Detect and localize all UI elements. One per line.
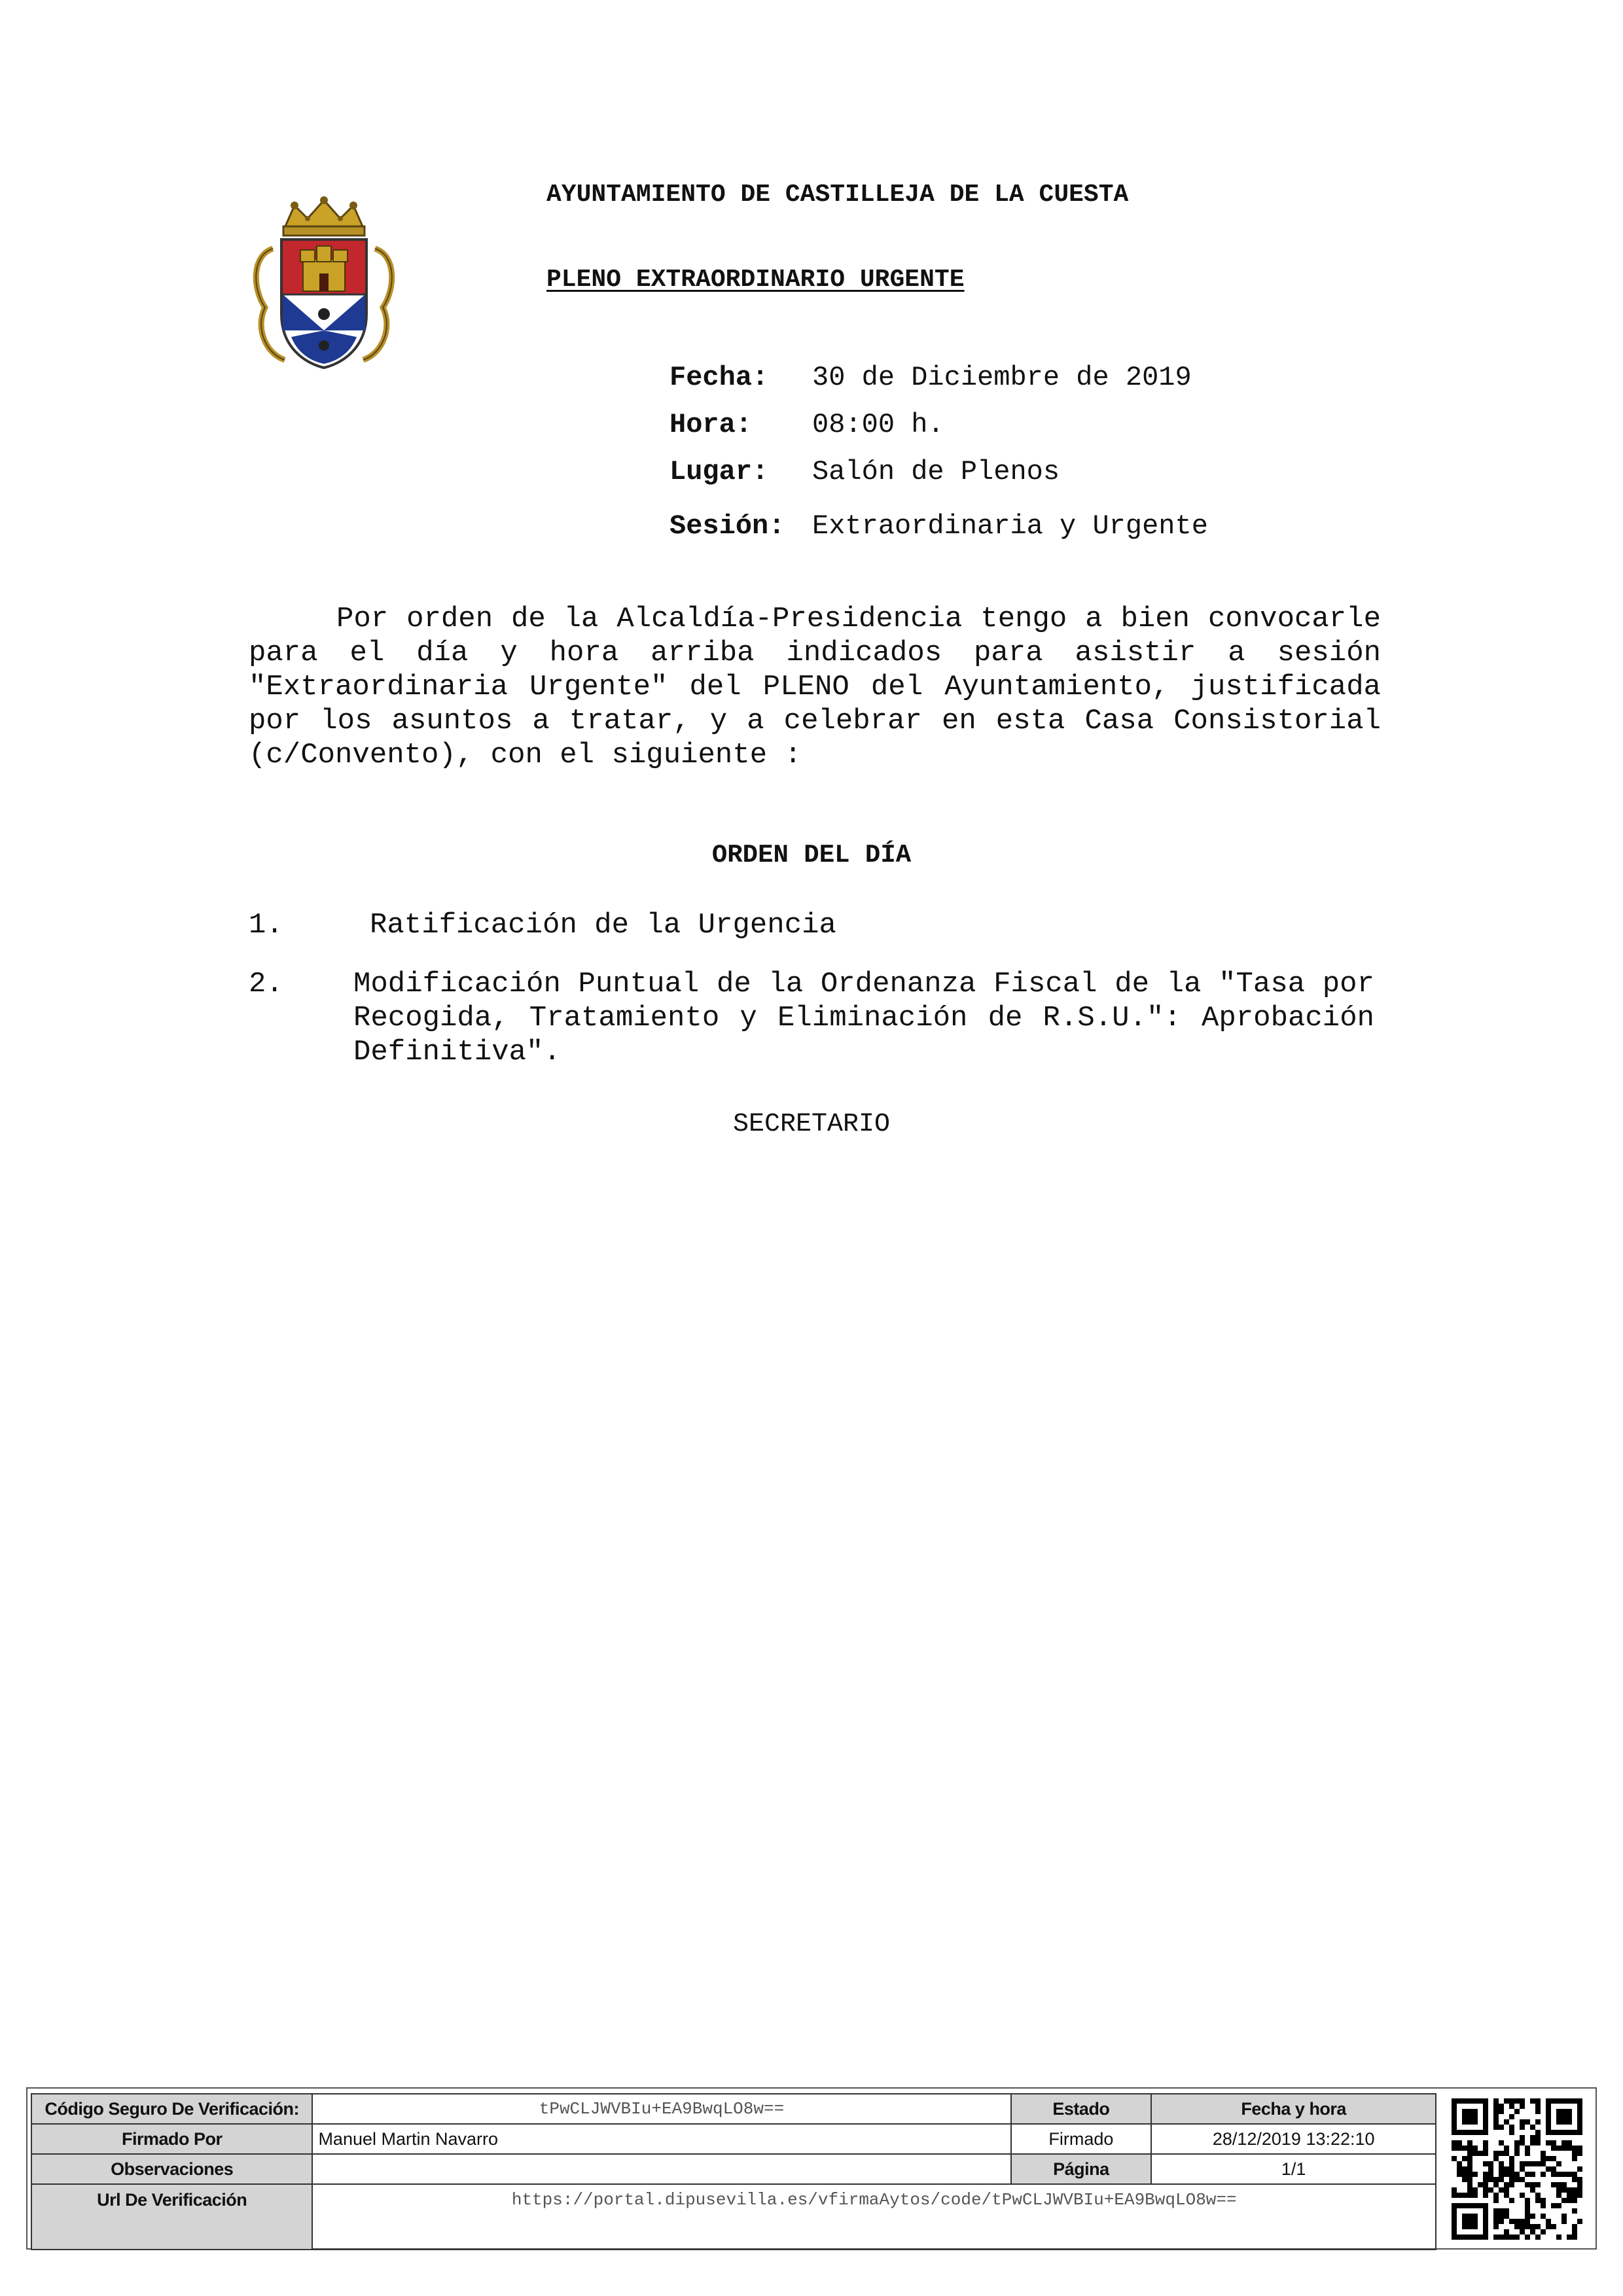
meta-hora-row [669, 409, 944, 440]
estado-value: Firmado [1011, 2124, 1152, 2154]
table-row [31, 2094, 1436, 2124]
table-row [31, 2184, 1436, 2250]
institution-title: AYUNTAMIENTO DE CASTILLEJA DE LA CUESTA [546, 181, 1129, 209]
fecha-hora-value: 28/12/2019 13:22:10 [1151, 2124, 1436, 2154]
pagina-label: Página [1011, 2154, 1152, 2184]
agenda-title: ORDEN DEL DÍA [711, 841, 912, 870]
convocation-paragraph: Por orden de la Alcaldía-Presidencia tengo a bien convocarle para el día y hora arriba indicados para asistir a sesión "Extraordinaria Urgente" del PLENO del Ayuntamiento, justificada por los asuntos a tratar, y a celebrar en esta Casa Consistorial (c/Convento), con el siguiente : [249, 603, 1381, 771]
hora-value: 08:00 h. [812, 409, 944, 440]
municipal-coat-of-arms [245, 196, 402, 373]
agenda-item-number: 2. [249, 968, 283, 1000]
lugar-value: Salón de Plenos [812, 456, 1060, 487]
codigo-value: tPwCLJWVBIu+EA9BwqLO8w== [312, 2094, 1010, 2124]
table-row [31, 2124, 1436, 2154]
firmado-por-label: Firmado Por [31, 2124, 312, 2154]
fecha-hora-label: Fecha y hora [1151, 2094, 1436, 2124]
verification-url-link[interactable]: https://portal.dipusevilla.es/vfirmaAytos/code/tPwCLJWVBIu+EA9BwqLO8w== [312, 2184, 1436, 2250]
agenda-item-text: Ratificación de la Urgencia [370, 909, 836, 942]
agenda-item-text: Modificación Puntual de la Ordenanza Fiscal de la "Tasa por Recogida, Tratamiento y Eliminación de R.S.U.": Aprobación Definitiva". [353, 968, 1374, 1069]
signer-role: SECRETARIO [732, 1110, 891, 1139]
verification-table [31, 2093, 1436, 2250]
estado-label: Estado [1011, 2094, 1152, 2124]
lugar-label: Lugar: [669, 456, 769, 487]
observaciones-label: Observaciones [31, 2154, 312, 2184]
agenda-item-number: 1. [249, 909, 283, 942]
session-type-title: PLENO EXTRAORDINARIO URGENTE [546, 266, 965, 294]
pagina-value: 1/1 [1151, 2154, 1436, 2184]
table-row [31, 2154, 1436, 2184]
meta-lugar-row [669, 456, 1060, 487]
observaciones-value [312, 2154, 1010, 2184]
url-label: Url De Verificación [31, 2184, 312, 2250]
meta-fecha-row [669, 362, 1192, 393]
codigo-label: Código Seguro De Verificación: [31, 2094, 312, 2124]
hora-label: Hora: [669, 409, 753, 440]
agenda-item [249, 967, 1381, 1072]
fecha-label: Fecha: [669, 362, 769, 393]
shield-icon [281, 239, 366, 368]
agenda-item [249, 908, 1381, 947]
meta-sesion-row [669, 510, 1208, 542]
firmado-por-value: Manuel Martin Navarro [312, 2124, 1010, 2154]
qr-code-icon[interactable] [1452, 2097, 1582, 2241]
crown-icon [283, 196, 365, 236]
sesion-label: Sesión: [669, 510, 785, 542]
sesion-value: Extraordinaria y Urgente [812, 510, 1208, 542]
fecha-value: 30 de Diciembre de 2019 [812, 362, 1192, 393]
